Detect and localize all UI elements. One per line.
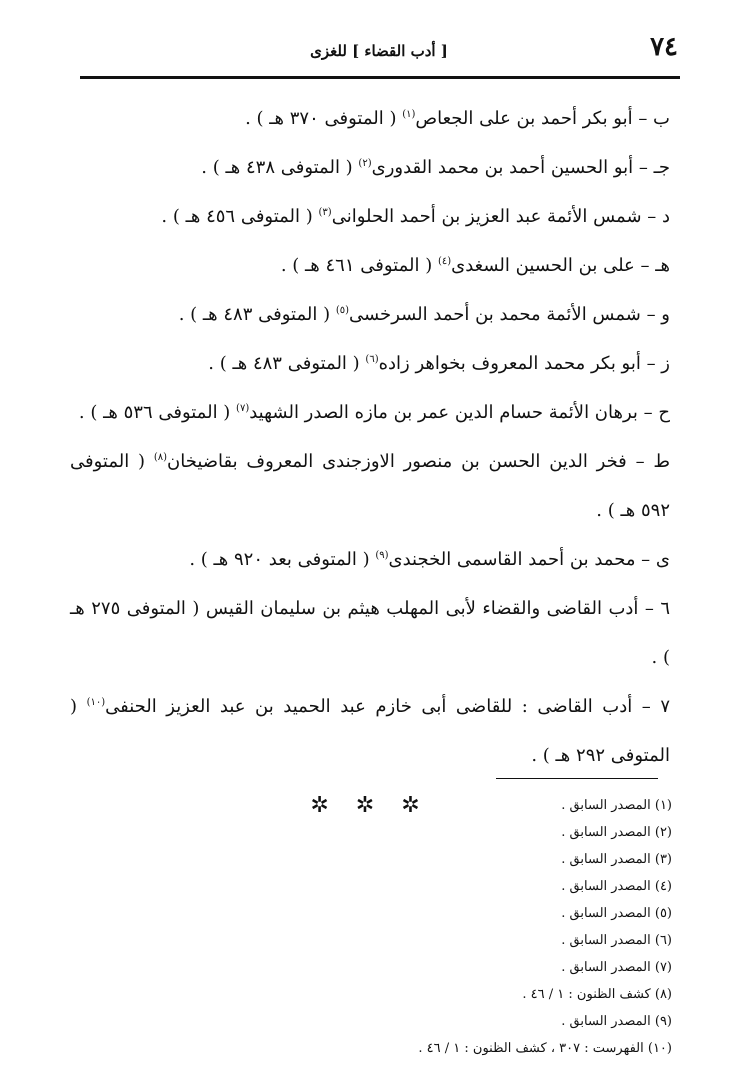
list-item: د – شمس الأئمة عبد العزيز بن أحمد الحلوانى$^{(٣)}$ ( المتوفى ٤٥٦ هـ ) . [161, 206, 670, 227]
list-item: جـ – أبو الحسين أحمد بن محمد القدورى$^{(٢)}$ ( المتوفى ٤٣٨ هـ ) . [201, 157, 670, 178]
footnote: (١٠) الفهرست : ٣٠٧ ، كشف الظنون : ١ / ٤٦ . [418, 1041, 672, 1056]
footnotes [90, 792, 672, 1062]
header-rule [80, 76, 680, 79]
footnote: (٩) المصدر السابق . [561, 1014, 672, 1029]
list-item: ٦ – أدب القاضى والقضاء لأبى المهلب هيثم بن سليمان القيس ( المتوفى ٢٧٥ هـ ) . [70, 598, 670, 668]
footnote: (٧) المصدر السابق . [561, 960, 672, 975]
list-item: ى – محمد بن أحمد القاسمى الخجندى$^{(٩)}$ ( المتوفى بعد ٩٢٠ هـ ) . [189, 549, 670, 570]
main-text [70, 94, 670, 826]
footnote: (٨) كشف الظنون : ١ / ٤٦ . [522, 987, 672, 1002]
list-item: ب – أبو بكر أحمد بن على الجعاص$^{(١)}$ ( المتوفى ٣٧٠ هـ ) . [245, 108, 670, 129]
page-number: ٧٤ [650, 32, 678, 62]
footnote: (٣) المصدر السابق . [561, 852, 672, 867]
page-header [80, 32, 678, 72]
footnote: (٢) المصدر السابق . [561, 825, 672, 840]
list-item: ط – فخر الدين الحسن بن منصور الاوزجندى المعروف بقاضيخان$^{(٨)}$ ( المتوفى ٥٩٢ هـ ) . [70, 451, 671, 521]
footnote: (٦) المصدر السابق . [561, 933, 672, 948]
list-item: و – شمس الأئمة محمد بن أحمد السرخسى$^{(٥)}$ ( المتوفى ٤٨٣ هـ ) . [178, 304, 670, 325]
running-title: [ أدب القضاء ] للغزى [310, 42, 448, 60]
section-separator: ✲ ✲ ✲ [310, 793, 430, 818]
footnote-rule [496, 778, 658, 779]
list-item: ز – أبو بكر محمد المعروف بخواهر زاده$^{(٦)}$ ( المتوفى ٤٨٣ هـ ) . [208, 353, 670, 374]
list-item: ح – برهان الأئمة حسام الدين عمر بن مازه الصدر الشهيد$^{(٧)}$ ( المتوفى ٥٣٦ هـ ) . [78, 402, 670, 423]
footnote: (٥) المصدر السابق . [561, 906, 672, 921]
list-item: ٧ – أدب القاضى : للقاضى أبى خازم عبد الحميد بن عبد العزيز الحنفى$^{(١٠)}$ ( المتوفى ٢٩٢ هـ ) . [70, 696, 670, 766]
footnote: (١) المصدر السابق . [561, 798, 672, 813]
list-item: هـ – على بن الحسين السغدى$^{(٤)}$ ( المتوفى ٤٦١ هـ ) . [280, 255, 670, 276]
footnote: (٤) المصدر السابق . [561, 879, 672, 894]
